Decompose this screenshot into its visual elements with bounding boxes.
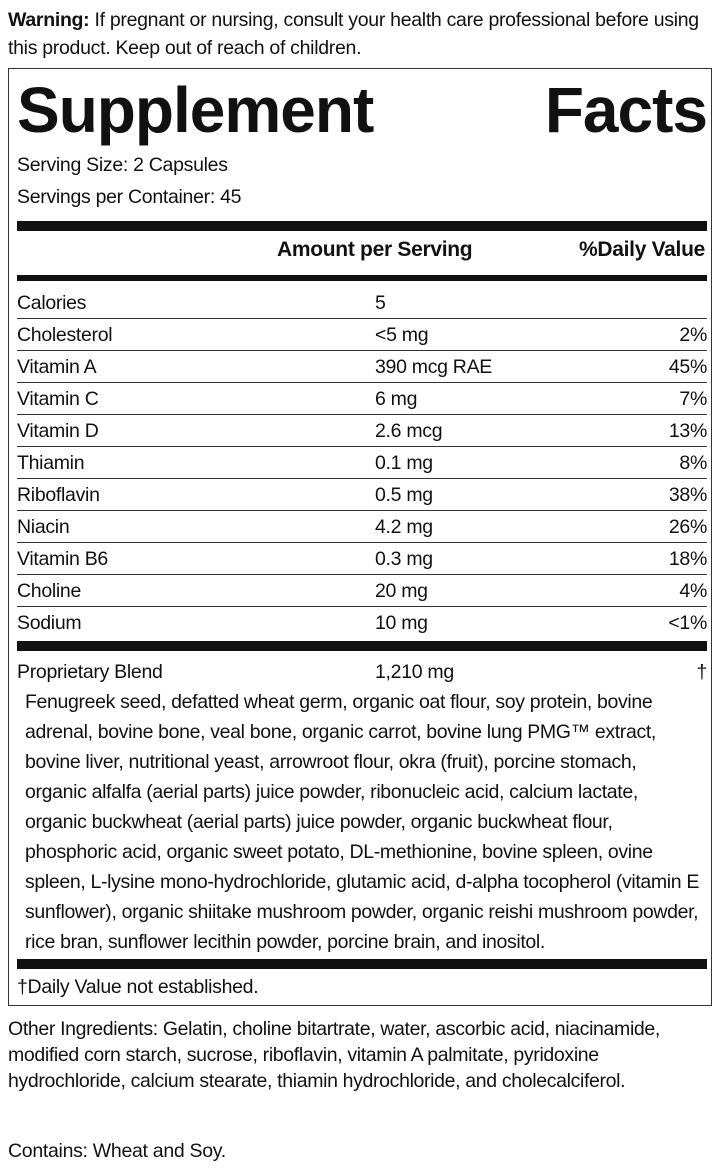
table-row xyxy=(17,287,707,319)
blend-ingredients: Fenugreek seed, defatted wheat germ, organic oat flour, soy protein, bovine adrenal, bovine bone, veal bone, organic carrot, bovine lung PMG™ extract, bovine liver, nutritional yeast, arrowroot flour, okra (fruit), porcine stomach, organic alfalfa (aerial parts) juice powder, ribonucleic acid, calcium lactate, organic buckwheat (aerial parts) juice powder, organic buckwheat flour, phosphoric acid, organic sweet potato, DL-methionine, bovine spleen, ovine spleen, L-lysine mono-hydrochloride, glutamic acid, d-alpha tocopherol (vitamin E sunflower), organic shiitake mushroom powder, organic reishi mushroom powder, rice bran, sunflower lecithin powder, porcine brain, and inositol. xyxy=(25,691,700,953)
nutrient-amount: 0.3 mg xyxy=(375,548,433,570)
nutrient-name: Vitamin A xyxy=(17,356,97,378)
nutrient-name: Vitamin B6 xyxy=(17,548,108,570)
title-word-supplement: Supplement xyxy=(17,74,374,146)
nutrient-name: Vitamin C xyxy=(17,388,99,410)
thick-divider-bottom xyxy=(17,959,707,969)
table-row xyxy=(17,415,707,447)
nutrient-daily-value: 38% xyxy=(668,484,707,506)
nutrient-daily-value: 8% xyxy=(679,452,707,474)
nutrient-name: Niacin xyxy=(17,516,70,538)
nutrient-name: Choline xyxy=(17,580,82,602)
nutrient-amount: 5 xyxy=(375,292,386,314)
allergen-statement: Contains: Wheat and Soy. xyxy=(8,1140,226,1162)
supplement-facts-panel xyxy=(8,68,712,1006)
nutrient-daily-value: 2% xyxy=(679,324,707,346)
nutrient-name: Thiamin xyxy=(17,452,85,474)
table-row xyxy=(17,447,707,479)
nutrient-daily-value: 18% xyxy=(668,548,707,570)
header-amount-per-serving: Amount per Serving xyxy=(277,238,473,261)
nutrient-name: Calories xyxy=(17,292,87,314)
table-row xyxy=(17,479,707,511)
header-daily-value: %Daily Value xyxy=(579,238,705,261)
nutrient-daily-value: 45% xyxy=(668,356,707,378)
nutrient-name: Cholesterol xyxy=(17,324,113,346)
other-ingredients: Other Ingredients: Gelatin, choline bitartrate, water, ascorbic acid, niacinamide, modified corn starch, sucrose, riboflavin, vitamin A palmitate, pyridoxine hydrochloride, calcium stearate, thiamin hydrochloride, and cholecalciferol. xyxy=(8,1018,660,1092)
table-row xyxy=(17,351,707,383)
thick-divider-middle xyxy=(17,641,707,651)
blend-dv: † xyxy=(696,661,707,683)
warning-text xyxy=(8,6,712,62)
daily-value-footnote: †Daily Value not established. xyxy=(17,976,259,998)
panel-title xyxy=(17,75,707,145)
nutrient-amount: 0.5 mg xyxy=(375,484,433,506)
nutrient-daily-value: 4% xyxy=(679,580,707,602)
serving-size: Serving Size: 2 Capsules xyxy=(17,154,228,176)
nutrient-amount: 10 mg xyxy=(375,612,428,634)
nutrient-amount: 4.2 mg xyxy=(375,516,433,538)
thick-divider-top xyxy=(17,221,707,231)
nutrient-name: Riboflavin xyxy=(17,484,100,506)
nutrient-daily-value: 13% xyxy=(668,420,707,442)
nutrient-amount: 390 mcg RAE xyxy=(375,356,493,378)
nutrient-daily-value: <1% xyxy=(668,612,707,634)
blend-name: Proprietary Blend xyxy=(17,661,163,683)
table-row xyxy=(17,319,707,351)
blend-amount: 1,210 mg xyxy=(375,661,454,683)
nutrient-daily-value: 7% xyxy=(679,388,707,410)
servings-per-container: Servings per Container: 45 xyxy=(17,186,242,208)
table-row xyxy=(17,543,707,575)
table-row xyxy=(17,575,707,607)
nutrient-amount: 0.1 mg xyxy=(375,452,433,474)
nutrient-name: Vitamin D xyxy=(17,420,99,442)
proprietary-blend-row xyxy=(17,659,707,685)
nutrient-amount: 6 mg xyxy=(375,388,418,410)
nutrient-amount: <5 mg xyxy=(375,324,429,346)
table-row xyxy=(17,607,707,638)
table-row xyxy=(17,511,707,543)
nutrient-table xyxy=(17,287,707,638)
title-word-facts: Facts xyxy=(544,74,707,146)
nutrient-amount: 20 mg xyxy=(375,580,428,602)
nutrient-name: Sodium xyxy=(17,612,82,634)
medium-divider xyxy=(17,275,707,281)
warning-body: If pregnant or nursing, consult your health care professional before using this product. Keep out of reach of children. xyxy=(8,9,699,59)
table-row xyxy=(17,383,707,415)
nutrient-amount: 2.6 mcg xyxy=(375,420,443,442)
warning-label: Warning: xyxy=(8,9,90,31)
nutrient-daily-value: 26% xyxy=(668,516,707,538)
